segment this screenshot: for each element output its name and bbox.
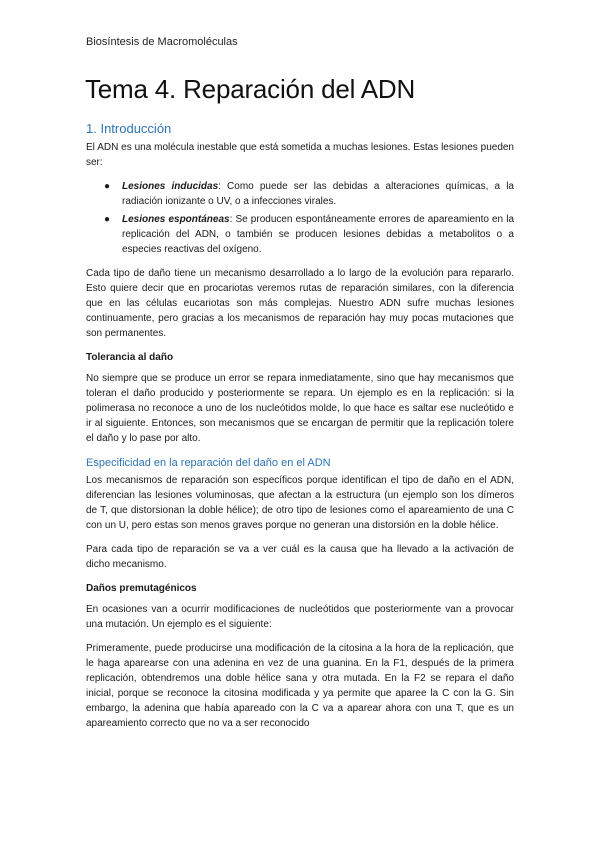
list-item-text: : Se producen espontáneamente errores de apareamiento en la replicación del ADN, o también se producen lesiones debidas a metabolitos o a especies reactivas del oxígeno. [122,214,515,255]
list-item-term: Lesiones espontáneas [122,214,230,225]
bullet-icon: ● [104,181,111,192]
bullet-icon: ● [104,214,111,225]
section-heading-especificidad: Especificidad en la reparación del daño en el ADN [86,457,331,469]
section-heading-introduccion: 1. Introducción [86,121,172,136]
lesion-types-list [86,179,514,257]
document-body [86,120,514,740]
subheading-tolerancia: Tolerancia al daño [86,352,174,363]
paragraph-intro-2: Cada tipo de daño tiene un mecanismo desarrollado a lo largo de la evolución para repararlo. Esto quiere decir que en procariotas veremos rutas de reparación similares, con la diferencia que en las células eucariotas son más complejas. Nuestro ADN sufre muchas lesiones continuamente, pero gracias a los mecanismos de reparación hay muy pocas mutaciones que son permanentes. [86,268,514,339]
list-item-text: : Como puede ser las debidas a alteraciones químicas, a la radiación ionizante o UV, o a infecciones virales. [122,181,514,207]
paragraph-especificidad-2: Para cada tipo de reparación se va a ver cuál es la causa que ha llevado a la activación de dicho mecanismo. [86,544,514,570]
paragraph-especificidad-1: Los mecanismos de reparación son específicos porque identifican el tipo de daño en el ADN, diferencian las lesiones voluminosas, que afectan a la estructura (un ejemplo son los dímeros de T, que distorsionan la doble hélice); de otro tipo de lesiones como el apareamiento de una C con un U, pero estas son menos graves porque no generan una distorsión en la doble hélice. [86,475,514,531]
paragraph-premutagenicos-2: Primeramente, puede producirse una modificación de la citosina a la hora de la replicación, que le haga aparearse con una adenina en vez de una guanina. En la F1, después de la primera replicación, obtendremos una doble hélice sana y otra mutada. En la F2 se repara el daño inicial, porque se reconoce la citosina modificada y ya permite que aparee la C con la G. Sin embargo, la adenina que había apareado con la C va a aparear ahora con una T, que es un apareamiento correcto que no va a ser reconocido [86,643,514,729]
paragraph-premutagenicos-1: En ocasiones van a ocurrir modificaciones de nucleótidos que posteriormente van a provocar una mutación. Un ejemplo es el siguiente: [86,604,514,630]
page-title: Tema 4. Reparación del ADN [85,74,416,104]
running-header: Biosíntesis de Macromoléculas [86,36,238,48]
list-item-term: Lesiones inducidas [122,181,219,192]
paragraph-tolerancia: No siempre que se produce un error se repara inmediatamente, sino que hay mecanismos que toleran el daño producido y posteriormente se repara. Un ejemplo es en la replicación: si la polimerasa no reconoce a uno de los nucleótidos molde, lo que hace es saltar ese nucleótido e ir al siguiente. Entonces, son mecanismos que se encargan de permitir que la replicación tolere el daño y lo pase por alto. [86,373,514,444]
list-item [104,212,515,257]
subheading-premutagenicos: Daños premutagénicos [86,583,197,594]
paragraph-intro-1: El ADN es una molécula inestable que está sometida a muchas lesiones. Estas lesiones pueden ser: [86,142,514,168]
list-item [104,179,514,209]
